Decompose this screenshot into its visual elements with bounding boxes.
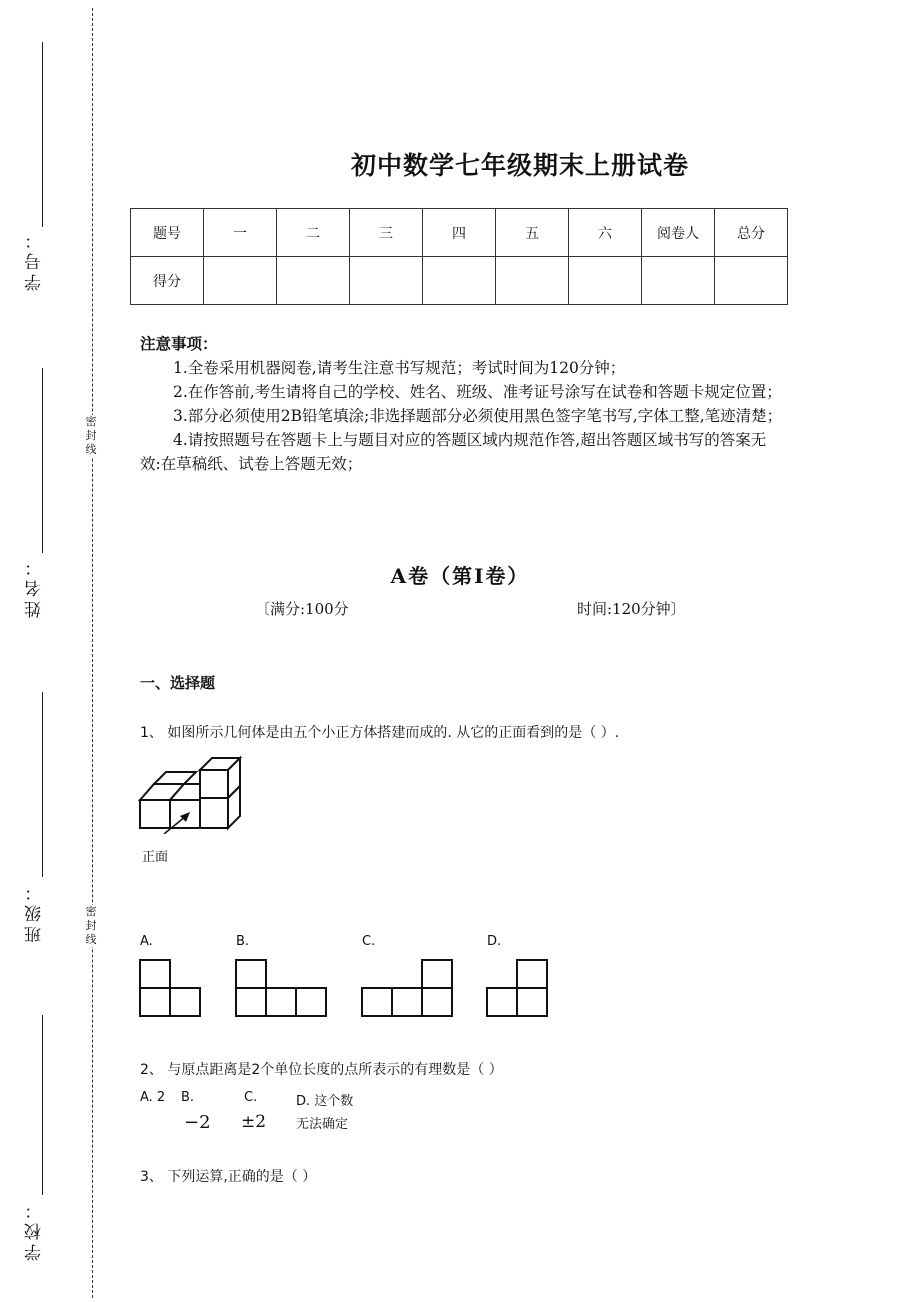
option-a-label: A. (140, 934, 153, 949)
q2-option-d-value: 无法确定 (296, 1117, 349, 1132)
cube-figure (136, 754, 248, 834)
table-cell: 二 (277, 209, 350, 257)
section-a-title: A卷（第I卷） (390, 564, 530, 588)
score-table-score-row (131, 257, 788, 305)
table-cell: 四 (423, 209, 496, 257)
table-cell: 一 (204, 209, 277, 257)
question-3: 3、 下列运算,正确的是（ ） (140, 1169, 317, 1185)
note-item: 1.全卷采用机器阅卷,请考生注意书写规范；考试时间为120分钟； (173, 359, 626, 377)
student-id-line (42, 42, 43, 227)
full-marks: 〔满分:100分 (255, 600, 349, 618)
option-d-label: D. (487, 934, 502, 949)
q2-option-a[interactable]: A. 2 (140, 1090, 166, 1105)
q2-option-b[interactable]: B. (181, 1090, 195, 1105)
notes-block (140, 332, 785, 476)
option-d-figure[interactable] (485, 958, 551, 1020)
note-item: 3.部分必须使用2B铅笔填涂;非选择题部分必须使用黑色签字笔书写,字体工整,笔迹清楚； (173, 407, 783, 425)
score-table (130, 208, 788, 305)
class-line (42, 692, 43, 877)
seal-text-lower: 密封线 (85, 905, 97, 946)
school-label: 学校： (25, 1198, 45, 1261)
front-view-label: 正面 (142, 850, 169, 865)
table-cell: 六 (569, 209, 642, 257)
table-cell: 阅卷人 (642, 209, 715, 257)
option-a-figure[interactable] (138, 958, 204, 1020)
section-heading: 一、选择题 (140, 674, 216, 692)
time-limit: 时间:120分钟〕 (577, 600, 686, 618)
table-cell: 总分 (715, 209, 788, 257)
page-title: 初中数学七年级期末上册试卷 (350, 151, 689, 180)
option-b-label: B. (236, 934, 250, 949)
score-cell[interactable] (642, 257, 715, 305)
score-cell[interactable] (277, 257, 350, 305)
table-cell: 五 (496, 209, 569, 257)
score-cell[interactable] (569, 257, 642, 305)
question-1: 1、 如图所示几何体是由五个小正方体搭建而成的. 从它的正面看到的是（ ）. (140, 725, 620, 741)
table-cell: 得分 (131, 257, 204, 305)
q2-option-b-value: −2 (184, 1112, 211, 1133)
score-cell[interactable] (715, 257, 788, 305)
q2-option-c-value: ±2 (241, 1112, 267, 1132)
question-2: 2、 与原点距离是2个单位长度的点所表示的有理数是（ ） (140, 1062, 503, 1078)
score-table-header-row (131, 209, 788, 257)
option-c-figure[interactable] (360, 958, 456, 1020)
score-cell[interactable] (204, 257, 277, 305)
option-c-label: C. (362, 934, 376, 949)
q2-option-d[interactable]: D. 这个数 (296, 1094, 354, 1109)
student-id-label: 学号： (25, 228, 45, 291)
notes-heading: 注意事项： (140, 334, 218, 353)
note-item: 2.在作答前,考生请将自己的学校、姓名、班级、准考证号涂写在试卷和答题卡规定位置； (173, 383, 782, 401)
table-cell: 题号 (131, 209, 204, 257)
q2-option-c[interactable]: C. (244, 1090, 258, 1105)
score-cell[interactable] (350, 257, 423, 305)
option-b-figure[interactable] (234, 958, 330, 1020)
school-line (42, 1015, 43, 1195)
class-label: 班级： (25, 880, 45, 943)
name-line (42, 368, 43, 553)
note-item: 4.请按照题号在答题卡上与题目对应的答题区域内规范作答,超出答题区域书写的答案无效:在草稿纸、试卷上答题无效； (140, 431, 767, 473)
seal-dashed-line (92, 8, 93, 1298)
table-cell: 三 (350, 209, 423, 257)
seal-text-upper: 密封线 (85, 415, 97, 456)
score-cell[interactable] (423, 257, 496, 305)
score-cell[interactable] (496, 257, 569, 305)
name-label: 姓名： (25, 555, 45, 618)
